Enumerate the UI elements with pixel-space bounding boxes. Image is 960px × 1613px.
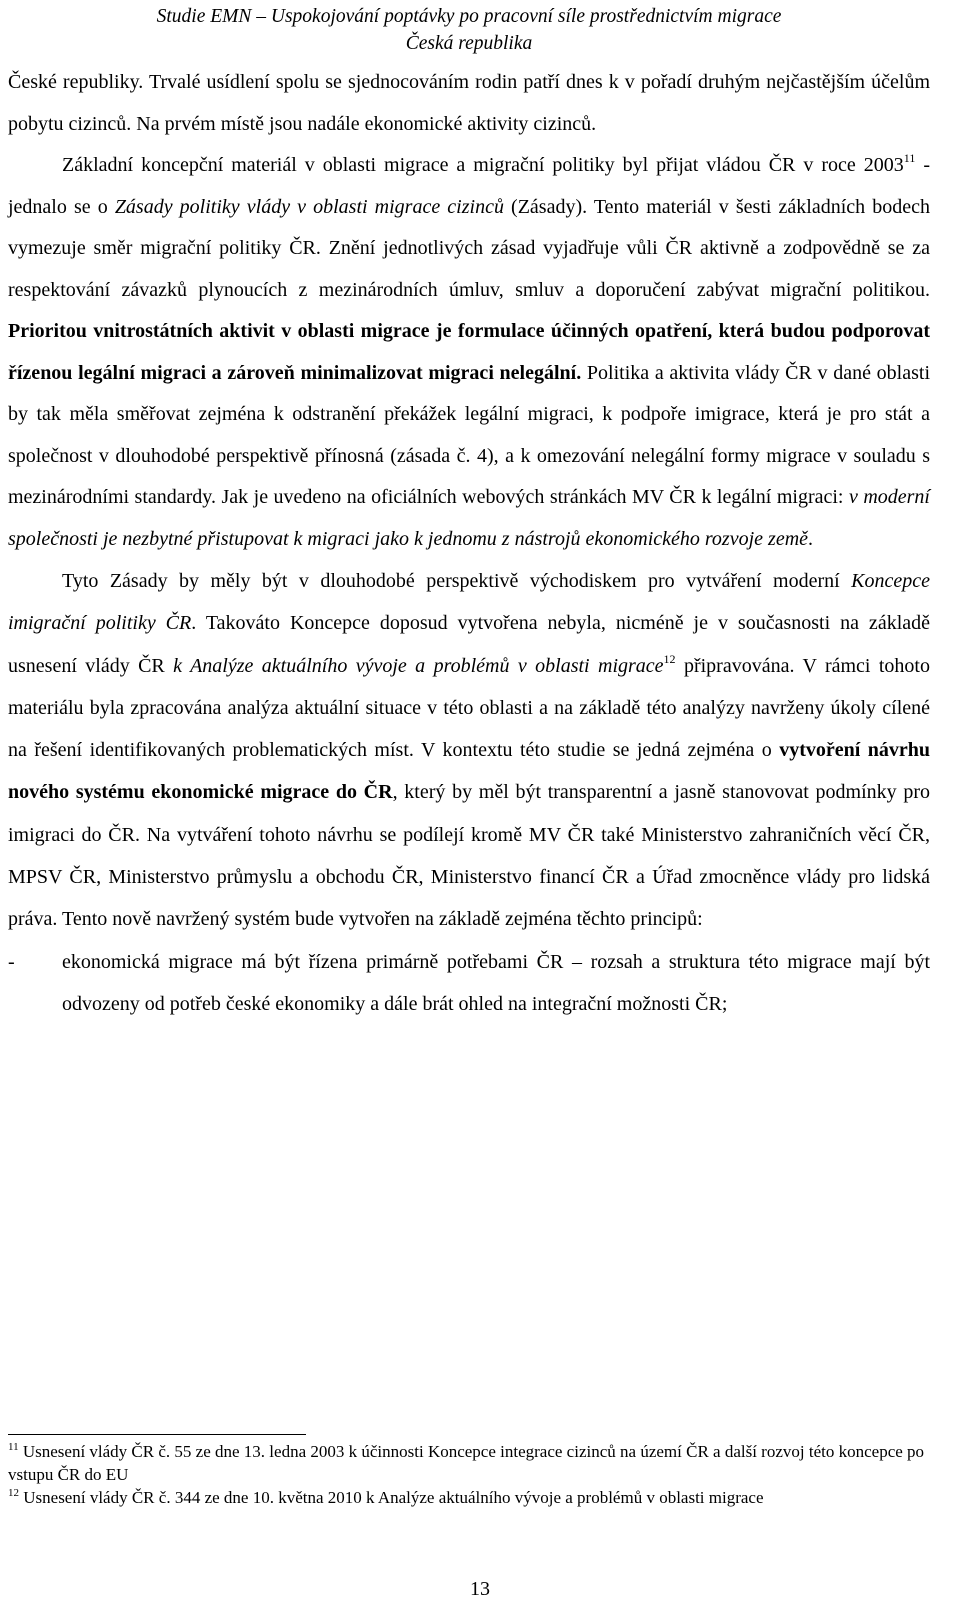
p3-text-g: , který by měl být transparentní a jasně stanovovat podmínky pro imigraci do ČR. Na vytváření tohoto návrhu se podílejí kromě MV ČR také Ministerstvo zahraničních věcí ČR, MPSV ČR, Ministerstvo průmyslu a obchodu ČR, Ministerstvo financí ČR a Úřad zmocněnce vlády pro lidská práva. Tento nově navržený systém bude vytvořen na základě zejména těchto principů: (8, 781, 930, 931)
p2-italic-quote: v moderní společnosti je nezbytné přistupovat k migraci jako k jednomu z nástrojů ekonomického rozvoje země (8, 486, 930, 550)
footnote-11 (8, 1440, 930, 1486)
footnote-ref-11: 11 (903, 151, 916, 165)
body-text (8, 62, 930, 1026)
running-header (8, 0, 930, 57)
p2-text-a: Základní koncepční materiál v oblasti migrace a migrační politiky byl přijat vládou ČR v roce 2003 (62, 154, 904, 176)
footnote-12-text: Usnesení vlády ČR č. 344 ze dne 10. května 2010 k Analýze aktuálního vývoje a problémů v oblasti migrace (19, 1488, 764, 1507)
p2-italic-title: Zásady politiky vlády v oblasti migrace cizinců (114, 195, 504, 218)
p2-text-b: - jednalo se o (8, 154, 930, 218)
paragraph-2 (8, 145, 930, 560)
p3-text-e: připravována. V rámci tohoto materiálu byla zpracována analýza aktuální situace v této oblasti a na základě této analýzy navrženy úkoly cílené na řešení identifikovaných problematických míst. V kontextu této studie se jedná zejména o (8, 654, 930, 762)
p2-bold-priority: Prioritou vnitrostátních aktivit v oblasti migrace je formulace účinných opatření, která budou podporovat řízenou legální migraci a zároveň minimalizovat migraci nelegální. (8, 320, 930, 384)
footnote-ref-12: 12 (663, 651, 676, 666)
p3-italic-analysis: k Analýze aktuálního vývoje a problémů v oblasti migrace (173, 654, 664, 677)
footnote-12 (8, 1486, 930, 1509)
footnote-12-number: 12 (8, 1487, 19, 1499)
paragraph-1: České republiky. Trvalé usídlení spolu se sjednocováním rodin patří dnes k v pořadí druhým nejčastějším účelům pobytu cizinců. Na prvém místě jsou nadále ekonomické aktivity cizinců. (8, 71, 930, 135)
p2-text-f: Politika a aktivita vlády ČR v dané oblasti by tak měla směřovat zejména k odstranění překážek legální migraci, k podpoře imigrace, která je pro stát a společnost v dlouhodobé perspektivě přínosná (zásada č. 4), a k omezování nelegální formy migrace v souladu s mezinárodními standardy. Jak je uvedeno na oficiálních webových stránkách MV ČR k legální migraci: (8, 361, 930, 508)
p3-text-c: . Takováto Koncepce doposud vytvořena nebyla, nicméně je v současnosti na základě usnesení vlády ČR (8, 612, 931, 677)
page-number: 13 (470, 1578, 490, 1600)
p3-text-a: Tyto Zásady by měly být v dlouhodobé perspektivě východiskem pro vytváření moderní (62, 570, 852, 592)
footnote-11-number: 11 (8, 1441, 19, 1453)
footnotes (8, 1440, 930, 1509)
list-item-text: ekonomická migrace má být řízena primárně potřebami ČR – rozsah a struktura této migrace mají být odvozeny od potřeb české ekonomiky a dále brát ohled na integrační možnosti ČR; (62, 950, 930, 1016)
footnote-11-text: Usnesení vlády ČR č. 55 ze dne 13. ledna 2003 k účinnosti Koncepce integrace cizinců na území ČR a další rozvoj této koncepce po vstupu ČR do EU (8, 1442, 925, 1484)
p2-text-d: (Zásady). Tento materiál v šesti základních bodech vymezuje směr migrační politiky ČR. Znění jednotlivých zásad vyjadřuje vůli ČR aktivně a zodpovědně se za respektování závazků plynoucích z mezinárodních úmluv, smluv a doporučení zabývat migrační politikou. (8, 195, 931, 301)
list-item (8, 941, 930, 1026)
header-country: Česká republika (405, 33, 533, 54)
p3-italic-concept: Koncepce imigrační politiky ČR (8, 570, 930, 635)
header-title: Studie EMN – Uspokojování poptávky po pracovní síle prostřednictvím migrace (156, 6, 782, 27)
p3-bold-system: vytvoření návrhu nového systému ekonomické migrace do ČR (8, 739, 930, 804)
paragraph-3 (8, 560, 930, 941)
footnote-separator (8, 1434, 306, 1435)
list-dash: - (8, 950, 15, 973)
p2-text-h: . (808, 527, 814, 550)
